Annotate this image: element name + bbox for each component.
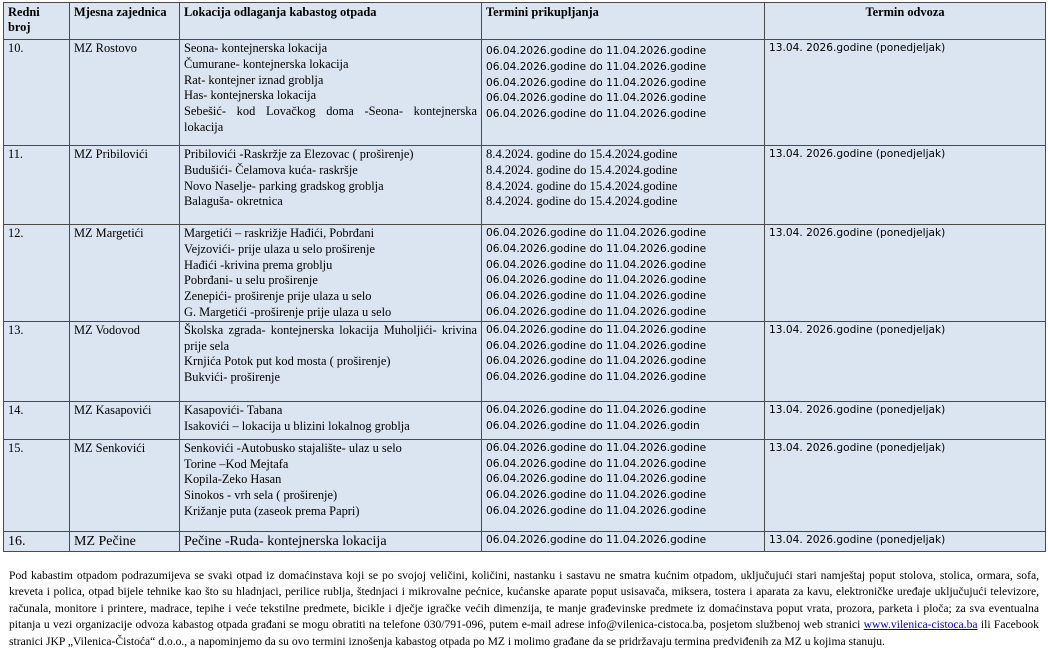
term-item: 06.04.2026.godine do 11.04.2026.godin bbox=[486, 419, 700, 432]
row-terms bbox=[482, 321, 765, 401]
schedule-table bbox=[3, 2, 1046, 552]
location-item: Senkovići -Autobusko stajalište- ulaz u selo bbox=[184, 440, 402, 455]
row-mz: MZ Rostovo bbox=[70, 40, 180, 146]
row-odvoz: 13.04. 2026.godine (ponedjeljak) bbox=[765, 40, 1046, 146]
location-item: Pribilovići -Raskržje za Elezovac ( proširenje) bbox=[184, 147, 414, 161]
row-terms bbox=[482, 439, 765, 531]
term-item: 8.4.2024. godine do 15.4.2024.godine bbox=[486, 178, 678, 193]
table-row bbox=[4, 401, 1046, 439]
location-item: Torine –Kod Mejtafa bbox=[184, 456, 289, 471]
location-item: Školska zgrada- kontejnerska lokacija Muholjići- krivina prije sela bbox=[184, 322, 477, 353]
note-text-2: ili Facebook stranici JKP „Vilenica-Čistoća“ d.o.o., a napominjemo da su ovo termini iznošenja kabastog otpada po MZ i molimo građane da se pridržavaju termina predviđenih za MZ u kojima stanuju. bbox=[9, 618, 1039, 648]
row-number: 12. bbox=[4, 225, 70, 322]
row-locations bbox=[180, 321, 482, 401]
location-item: Vejzovići- prije ulaza u selo proširenje bbox=[184, 241, 375, 256]
row-odvoz: 13.04. 2026.godine (ponedjeljak) bbox=[765, 146, 1046, 225]
term-item: 06.04.2026.godine do 11.04.2026.godine bbox=[486, 108, 707, 121]
location-item: Pečine -Ruda- kontejnerska lokacija bbox=[184, 533, 387, 549]
row-odvoz: 13.04. 2026.godine (ponedjeljak) bbox=[765, 401, 1046, 439]
location-item: Novo Naselje- parking gradskog groblja bbox=[184, 178, 384, 193]
term-item: 06.04.2026.godine do 11.04.2026.godine bbox=[486, 355, 707, 368]
term-item: 06.04.2026.godine do 11.04.2026.godine bbox=[486, 45, 707, 57]
location-item: Balaguša- okretnica bbox=[184, 194, 283, 209]
row-number: 16. bbox=[4, 531, 70, 551]
row-number: 11. bbox=[4, 146, 70, 225]
term-item: 06.04.2026.godine do 11.04.2026.godine bbox=[486, 533, 707, 546]
term-item: 06.04.2026.godine do 11.04.2026.godine bbox=[486, 504, 707, 517]
term-item: 06.04.2026.godine do 11.04.2026.godine bbox=[486, 60, 707, 73]
row-terms bbox=[482, 40, 765, 146]
row-locations bbox=[180, 40, 482, 146]
term-item: 06.04.2026.godine do 11.04.2026.godine bbox=[486, 305, 707, 318]
term-item: 06.04.2026.godine do 11.04.2026.godine bbox=[486, 339, 707, 352]
location-item: Sinokos - vrh sela ( proširenje) bbox=[184, 488, 338, 503]
location-item: Kasapovići- Tabana bbox=[184, 402, 283, 417]
location-item: Has- kontejnerska lokacija bbox=[184, 88, 317, 103]
row-odvoz: 13.04. 2026.godine (ponedjeljak) bbox=[765, 321, 1046, 401]
location-item: Rat- kontejner iznad groblja bbox=[184, 72, 324, 87]
note-text-1: Pod kabastim otpadom podrazumijeva se svaki otpad iz domaćinstava koji se po svojoj veličini, količini, nastanku i sastavu ne smatra kućnim otpadom, uključujući stari namještaj poput stolova, stolica, ormara, sofa, kreveta i polica, otpad bijele tehnike kao što su hladnjaci, perilice rublja, štednjaci i mikrovalne pećnice, kućanske aparate poput usisavača, miksera, tostera i aparata za kavu, elektroničke uređaje uključujući televizore, računala, monitore i printere, madrace, tepihe i veće tekstilne predmete, bicikle i dječje igračke većih dimenzija, te manje građevinske predmete iz domaćinstava poput vrata, prozora, parketa i pločа; za sva eventualna pitanja u vezi organizacije odvoza kabastog otpada građani se mogu obratiti na telefone 030/791-096, putem e-mail adrese info@vilenica-cistoca.ba, posjetom službenoj web stranici bbox=[9, 569, 1039, 632]
term-item: 8.4.2024. godine do 15.4.2024.godine bbox=[486, 147, 678, 161]
location-item: Margetići – raskrižje Hađići, Pobrđani bbox=[184, 226, 375, 240]
row-terms bbox=[482, 225, 765, 322]
row-locations bbox=[180, 146, 482, 225]
term-item: 06.04.2026.godine do 11.04.2026.godine bbox=[486, 274, 707, 287]
row-mz: MZ Margetići bbox=[70, 225, 180, 322]
row-locations bbox=[180, 225, 482, 322]
location-item: Bukvići- proširenje bbox=[184, 370, 281, 385]
term-item: 06.04.2026.godine do 11.04.2026.godine bbox=[486, 403, 707, 416]
term-item: 06.04.2026.godine do 11.04.2026.godine bbox=[486, 473, 707, 486]
row-number: 15. bbox=[4, 439, 70, 531]
location-item: Pobrđani- u selu proširenje bbox=[184, 273, 318, 288]
row-number: 14. bbox=[4, 401, 70, 439]
row-number: 10. bbox=[4, 40, 70, 146]
header-termin-odvoza: Termin odvoza bbox=[765, 3, 1046, 40]
header-row bbox=[4, 3, 1046, 40]
term-item: 8.4.2024. godine do 15.4.2024.godine bbox=[486, 162, 678, 177]
info-note bbox=[9, 568, 1039, 650]
term-item: 06.04.2026.godine do 11.04.2026.godine bbox=[486, 76, 707, 89]
header-redni-broj: Redni broj bbox=[4, 3, 70, 40]
term-item: 06.04.2026.godine do 11.04.2026.godine bbox=[486, 441, 707, 454]
row-locations bbox=[180, 401, 482, 439]
term-item: 06.04.2026.godine do 11.04.2026.godine bbox=[486, 371, 707, 384]
table-row bbox=[4, 40, 1046, 146]
location-item: Hađići -krivina prema groblju bbox=[184, 257, 333, 272]
location-item: Zenepići- proširenje prije ulaza u selo bbox=[184, 289, 372, 304]
term-item: 06.04.2026.godine do 11.04.2026.godine bbox=[486, 323, 707, 336]
term-item: 06.04.2026.godine do 11.04.2026.godine bbox=[486, 227, 707, 239]
location-item: Križanje puta (zaseok prema Papri) bbox=[184, 503, 360, 518]
term-item: 06.04.2026.godine do 11.04.2026.godine bbox=[486, 258, 707, 271]
location-item: Čumurane- kontejnerska lokacija bbox=[184, 56, 349, 71]
location-item: Isakovići – lokacija u blizini lokalnog groblja bbox=[184, 418, 410, 433]
table-row bbox=[4, 146, 1046, 225]
term-item: 06.04.2026.godine do 11.04.2026.godine bbox=[486, 290, 707, 303]
row-mz: MZ Kasapovići bbox=[70, 401, 180, 439]
location-item: G. Margetići -proširenje prije ulaza u selo bbox=[184, 304, 392, 319]
term-item: 06.04.2026.godine do 11.04.2026.godine bbox=[486, 457, 707, 470]
row-mz: MZ Senkovići bbox=[70, 439, 180, 531]
term-item: 06.04.2026.godine do 11.04.2026.godine bbox=[486, 242, 707, 255]
table-row bbox=[4, 225, 1046, 322]
row-odvoz: 13.04. 2026.godine (ponedjeljak) bbox=[765, 531, 1046, 551]
header-termini: Termini prikupljanja bbox=[482, 3, 765, 40]
table-row bbox=[4, 531, 1046, 551]
header-mjesna-zajednica: Mjesna zajednica bbox=[70, 3, 180, 40]
row-mz: MZ Pečine bbox=[70, 531, 180, 551]
row-terms bbox=[482, 146, 765, 225]
location-item: Sebešić- kod Lovačkog doma -Seona- kontejnerska lokacija bbox=[184, 104, 477, 134]
location-item: Krnjića Potok put kod mosta ( proširenje) bbox=[184, 354, 391, 369]
row-odvoz: 13.04. 2026.godine (ponedjeljak) bbox=[765, 439, 1046, 531]
table-row bbox=[4, 439, 1046, 531]
term-item: 06.04.2026.godine do 11.04.2026.godine bbox=[486, 489, 707, 502]
row-mz: MZ Vodovod bbox=[70, 321, 180, 401]
term-item: 8.4.2024. godine do 15.4.2024.godine bbox=[486, 194, 678, 209]
location-item: Seona- kontejnerska lokacija bbox=[184, 41, 328, 55]
row-locations bbox=[180, 531, 482, 551]
website-link[interactable]: www.vilenica-cistoca.ba bbox=[863, 618, 978, 632]
table-row bbox=[4, 321, 1046, 401]
row-mz: MZ Pribilovići bbox=[70, 146, 180, 225]
row-terms bbox=[482, 401, 765, 439]
term-item: 06.04.2026.godine do 11.04.2026.godine bbox=[486, 92, 707, 105]
row-locations bbox=[180, 439, 482, 531]
location-item: Budušići- Čelamova kuća- raskršje bbox=[184, 162, 358, 177]
row-number: 13. bbox=[4, 321, 70, 401]
row-odvoz: 13.04. 2026.godine (ponedjeljak) bbox=[765, 225, 1046, 322]
location-item: Kopila-Zeko Hasan bbox=[184, 472, 282, 487]
header-lokacija: Lokacija odlaganja kabastog otpada bbox=[180, 3, 482, 40]
row-terms bbox=[482, 531, 765, 551]
